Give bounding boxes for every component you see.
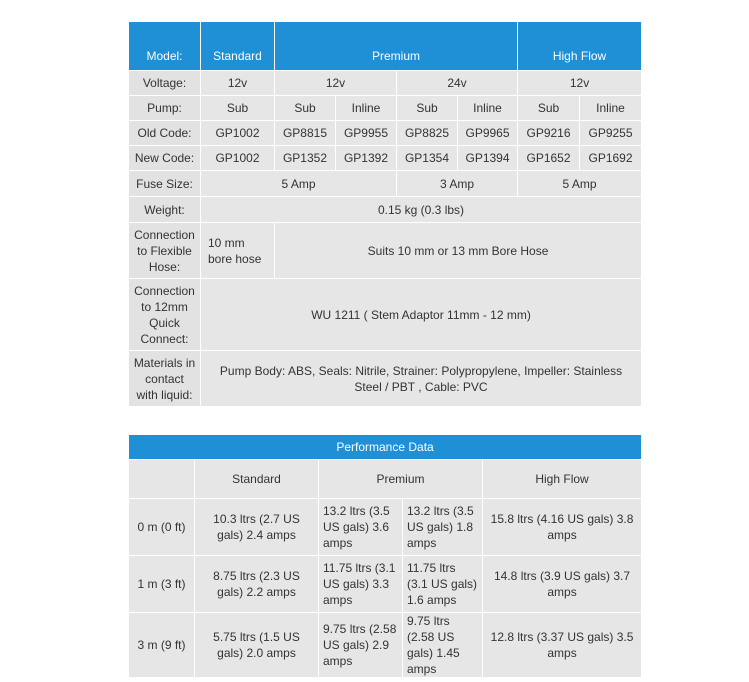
flex-hose-standard: 10 mm bore hose [201, 223, 275, 279]
high-flow-header: High Flow [518, 22, 642, 71]
performance-title: Performance Data [129, 435, 642, 460]
flex-hose-row [129, 223, 642, 279]
materials-value: Pump Body: ABS, Seals: Nitrile, Strainer: Polypropylene, Impeller: Stainless Steel / PBT , Cable: PVC [201, 351, 642, 407]
quick-connect-label: Connection to 12mm Quick Connect: [129, 279, 201, 351]
premium-header: Premium [319, 460, 483, 499]
old-code-cell: GP9255 [580, 121, 642, 146]
voltage-premium-24: 24v [397, 71, 518, 96]
pump-cell: Inline [336, 96, 397, 121]
performance-table [128, 434, 642, 678]
new-code-cell: GP1354 [397, 146, 458, 171]
new-code-cell: GP1392 [336, 146, 397, 171]
pump-cell: Sub [518, 96, 580, 121]
new-code-cell: GP1394 [458, 146, 518, 171]
fuse-a: 5 Amp [201, 171, 397, 197]
depth-label: 1 m (3 ft) [129, 556, 195, 613]
old-code-cell: GP9955 [336, 121, 397, 146]
new-code-cell: GP1692 [580, 146, 642, 171]
weight-value: 0.15 kg (0.3 lbs) [201, 197, 642, 223]
standard-value: 8.75 ltrs (2.3 US gals) 2.2 amps [195, 556, 319, 613]
new-code-label: New Code: [129, 146, 201, 171]
performance-row [129, 556, 642, 613]
quick-connect-row [129, 279, 642, 351]
voltage-standard: 12v [201, 71, 275, 96]
new-code-row [129, 146, 642, 171]
model-label: Model: [129, 22, 201, 71]
high-flow-header: High Flow [483, 460, 642, 499]
premium-value: 11.75 ltrs (3.1 US gals) 1.6 amps [403, 556, 483, 613]
pump-cell: Inline [580, 96, 642, 121]
performance-row [129, 499, 642, 556]
voltage-high-flow: 12v [518, 71, 642, 96]
pump-cell: Sub [201, 96, 275, 121]
pump-cell: Inline [458, 96, 518, 121]
old-code-row [129, 121, 642, 146]
old-code-cell: GP9965 [458, 121, 518, 146]
premium-value: 9.75 ltrs (2.58 US gals) 2.9 amps [319, 613, 403, 678]
weight-row [129, 197, 642, 223]
old-code-label: Old Code: [129, 121, 201, 146]
specifications-table [128, 21, 642, 407]
materials-label: Materials in contact with liquid: [129, 351, 201, 407]
quick-connect-value: WU 1211 ( Stem Adaptor 11mm - 12 mm) [201, 279, 642, 351]
premium-value: 13.2 ltrs (3.5 US gals) 3.6 amps [319, 499, 403, 556]
voltage-row [129, 71, 642, 96]
premium-value: 13.2 ltrs (3.5 US gals) 1.8 amps [403, 499, 483, 556]
new-code-cell: GP1352 [275, 146, 336, 171]
fuse-c: 5 Amp [518, 171, 642, 197]
standard-value: 10.3 ltrs (2.7 US gals) 2.4 amps [195, 499, 319, 556]
specs-header-row [129, 22, 642, 71]
performance-header-row [129, 460, 642, 499]
fuse-label: Fuse Size: [129, 171, 201, 197]
new-code-cell: GP1652 [518, 146, 580, 171]
flex-hose-others: Suits 10 mm or 13 mm Bore Hose [275, 223, 642, 279]
voltage-label: Voltage: [129, 71, 201, 96]
premium-header: Premium [275, 22, 518, 71]
depth-label: 0 m (0 ft) [129, 499, 195, 556]
performance-row [129, 613, 642, 678]
voltage-premium-12: 12v [275, 71, 397, 96]
new-code-cell: GP1002 [201, 146, 275, 171]
flex-hose-label: Connection to Flexible Hose: [129, 223, 201, 279]
old-code-cell: GP8825 [397, 121, 458, 146]
pump-cell: Sub [397, 96, 458, 121]
old-code-cell: GP1002 [201, 121, 275, 146]
depth-label: 3 m (9 ft) [129, 613, 195, 678]
high-flow-value: 14.8 ltrs (3.9 US gals) 3.7 amps [483, 556, 642, 613]
performance-title-row [129, 435, 642, 460]
weight-label: Weight: [129, 197, 201, 223]
pump-row [129, 96, 642, 121]
standard-header: Standard [195, 460, 319, 499]
standard-value: 5.75 ltrs (1.5 US gals) 2.0 amps [195, 613, 319, 678]
fuse-row [129, 171, 642, 197]
fuse-b: 3 Amp [397, 171, 518, 197]
old-code-cell: GP9216 [518, 121, 580, 146]
pump-label: Pump: [129, 96, 201, 121]
blank-header [129, 460, 195, 499]
old-code-cell: GP8815 [275, 121, 336, 146]
standard-header: Standard [201, 22, 275, 71]
pump-cell: Sub [275, 96, 336, 121]
materials-row [129, 351, 642, 407]
high-flow-value: 12.8 ltrs (3.37 US gals) 3.5 amps [483, 613, 642, 678]
high-flow-value: 15.8 ltrs (4.16 US gals) 3.8 amps [483, 499, 642, 556]
premium-value: 11.75 ltrs (3.1 US gals) 3.3 amps [319, 556, 403, 613]
premium-value: 9.75 ltrs (2.58 US gals) 1.45 amps [403, 613, 483, 678]
